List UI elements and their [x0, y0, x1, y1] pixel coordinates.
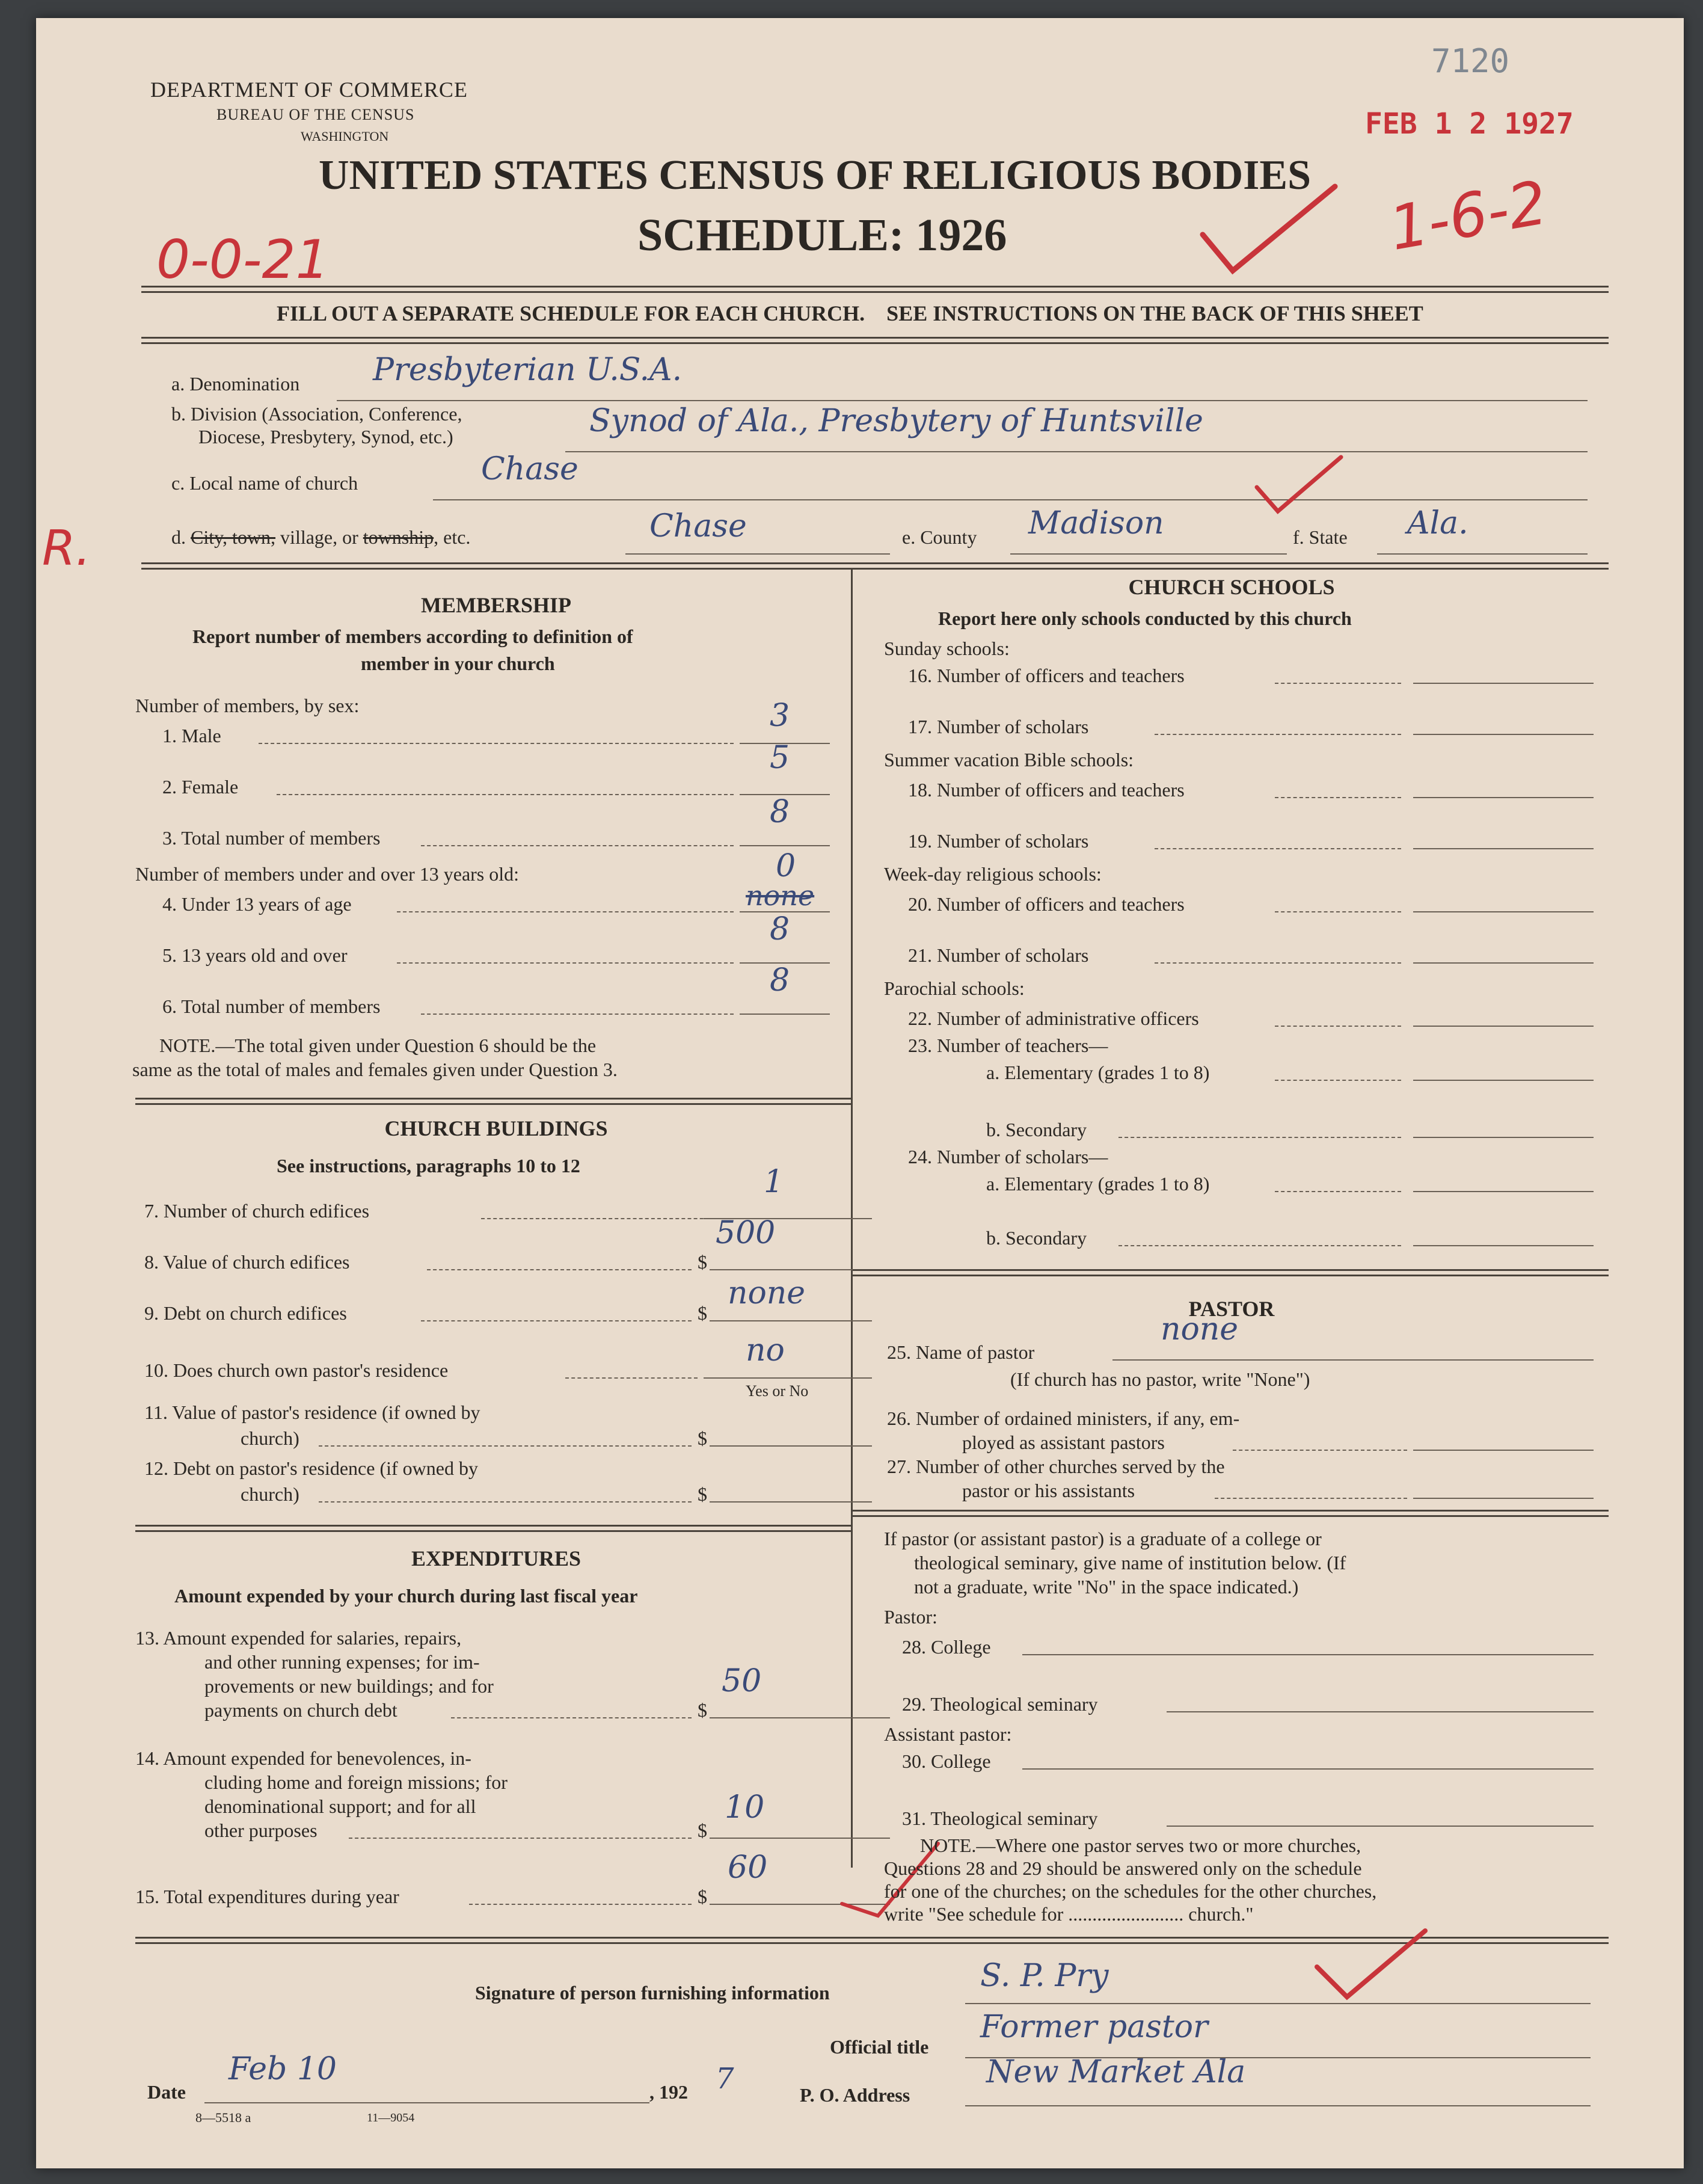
- q8-label: 8. Value of church edifices: [144, 1251, 350, 1273]
- membership-intro-1: Report number of members according to definition of: [192, 626, 633, 647]
- official-title-value[interactable]: Former pastor: [980, 2009, 1208, 2045]
- q25-note: (If church has no pastor, write "None"): [1010, 1368, 1310, 1390]
- q20-label: 20. Number of officers and teachers: [908, 893, 1185, 915]
- year-value[interactable]: 7: [716, 2062, 734, 2096]
- red-code-right: 1-6-2: [1384, 167, 1553, 264]
- identity-rule: [141, 562, 1609, 570]
- q27-field[interactable]: [1413, 1498, 1594, 1499]
- membership-note-2: same as the total of males and females given under Question 3.: [132, 1059, 618, 1080]
- q1-label: 1. Male: [162, 725, 221, 746]
- q5-over-13-value[interactable]: 8: [770, 911, 790, 947]
- q19-field[interactable]: [1413, 848, 1594, 849]
- q11-label-2: church): [241, 1427, 299, 1449]
- buildings-rule: [135, 1525, 851, 1532]
- form-subtitle: SCHEDULE: 1926: [637, 210, 1007, 260]
- signature-label: Signature of person furnishing information: [475, 1982, 830, 2004]
- local-name-line: [433, 499, 1588, 500]
- q6-label: 6. Total number of members: [162, 995, 381, 1017]
- q26-label: 26. Number of ordained ministers, if any, em-: [887, 1407, 1240, 1429]
- locality-line: [625, 553, 890, 555]
- q31-label: 31. Theological seminary: [902, 1807, 1098, 1829]
- locality-label: d. City, town, village, or township, etc.: [171, 526, 471, 548]
- official-title-label: Official title: [830, 2036, 929, 2058]
- header-rule: [141, 286, 1609, 293]
- county-label: e. County: [902, 526, 977, 548]
- q31-field[interactable]: [1167, 1826, 1594, 1827]
- expenditures-heading: EXPENDITURES: [411, 1546, 581, 1570]
- yes-or-no-hint: Yes or No: [746, 1382, 809, 1400]
- city-heading: WASHINGTON: [301, 129, 389, 144]
- q1-male-value[interactable]: 3: [770, 698, 790, 734]
- graduate-intro-1: If pastor (or assistant pastor) is a graduate of a college or: [884, 1528, 1322, 1549]
- q12-label-2: church): [241, 1483, 299, 1505]
- serial-number: 7120: [1431, 42, 1510, 80]
- form-title: UNITED STATES CENSUS OF RELIGIOUS BODIES: [319, 152, 1312, 198]
- q28-field[interactable]: [1022, 1654, 1594, 1655]
- q16-field[interactable]: [1413, 683, 1594, 684]
- q13-label: 13. Amount expended for salaries, repairs,: [135, 1627, 462, 1649]
- schools-rule: [853, 1269, 1609, 1276]
- pastor-heading: PASTOR: [1188, 1297, 1275, 1321]
- q30-field[interactable]: [1022, 1768, 1594, 1770]
- division-value[interactable]: Synod of Ala., Presbytery of Huntsville: [589, 403, 1203, 439]
- q3-total-value[interactable]: 8: [770, 794, 790, 830]
- parochial-schools-label: Parochial schools:: [884, 977, 1025, 999]
- q23b-field[interactable]: [1413, 1137, 1594, 1138]
- q18-field[interactable]: [1413, 797, 1594, 798]
- instruction-rule: [141, 337, 1609, 344]
- q11-value-field[interactable]: [710, 1445, 872, 1447]
- county-line: [1010, 553, 1287, 555]
- q15-label: 15. Total expenditures during year: [135, 1886, 399, 1907]
- q17-field[interactable]: [1413, 734, 1594, 735]
- q4-under-13-value[interactable]: 0: [776, 848, 796, 884]
- instruction-line: FILL OUT A SEPARATE SCHEDULE FOR EACH CHURCH. SEE INSTRUCTIONS ON THE BACK OF THIS SHEET: [277, 301, 1423, 325]
- q24b-label: b. Secondary: [986, 1227, 1087, 1249]
- q15-total-value[interactable]: 60: [728, 1850, 768, 1886]
- pastor-note-3: for one of the churches; on the schedules for the other churches,: [884, 1880, 1377, 1902]
- pastor-note-1: NOTE.—Where one pastor serves two or more churches,: [920, 1835, 1361, 1856]
- q4-label: 4. Under 13 years of age: [162, 893, 352, 915]
- q13-running-expenses-value[interactable]: 50: [722, 1663, 762, 1699]
- q30-label: 30. College: [902, 1750, 991, 1772]
- q2-label: 2. Female: [162, 776, 239, 798]
- division-label-2: Diocese, Presbytery, Synod, etc.): [198, 426, 453, 448]
- form-number: 8—5518 a: [195, 2110, 251, 2125]
- denomination-line: [337, 400, 1588, 401]
- received-date-stamp: FEB 1 2 1927: [1365, 107, 1574, 141]
- q14-benevolences-value[interactable]: 10: [725, 1789, 765, 1826]
- q24a-field[interactable]: [1413, 1191, 1594, 1192]
- bureau-heading: BUREAU OF THE CENSUS: [216, 106, 415, 123]
- q28-label: 28. College: [902, 1636, 991, 1658]
- buildings-heading: CHURCH BUILDINGS: [384, 1116, 608, 1140]
- q23-label: 23. Number of teachers—: [908, 1035, 1108, 1056]
- year-label: , 192: [649, 2081, 688, 2103]
- pastor-rule: [853, 1510, 1609, 1517]
- q23b-label: b. Secondary: [986, 1119, 1087, 1140]
- q9-debt-value[interactable]: none: [728, 1275, 806, 1311]
- red-check-mark-icon: [1197, 180, 1341, 283]
- q29-label: 29. Theological seminary: [902, 1693, 1098, 1715]
- membership-intro-2: member in your church: [361, 653, 555, 674]
- expenditures-subheading: Amount expended by your church during last fiscal year: [174, 1585, 638, 1607]
- buildings-subheading: See instructions, paragraphs 10 to 12: [277, 1155, 580, 1177]
- q22-label: 22. Number of administrative officers: [908, 1007, 1199, 1029]
- weekday-schools-label: Week-day religious schools:: [884, 863, 1102, 885]
- q8-value-of-edifices[interactable]: 500: [716, 1215, 776, 1251]
- red-code-left: 0-0-21: [156, 229, 330, 291]
- membership-note-1: NOTE.—The total given under Question 6 should be the: [159, 1035, 597, 1056]
- state-value[interactable]: Ala.: [1407, 505, 1468, 541]
- sunday-schools-label: Sunday schools:: [884, 638, 1010, 659]
- q7-label: 7. Number of church edifices: [144, 1200, 370, 1222]
- q23a-field[interactable]: [1413, 1080, 1594, 1081]
- q17-label: 17. Number of scholars: [908, 716, 1089, 737]
- denomination-label: a. Denomination: [171, 373, 300, 395]
- q24a-label: a. Elementary (grades 1 to 8): [986, 1173, 1210, 1195]
- q20-field[interactable]: [1413, 911, 1594, 912]
- schools-subheading: Report here only schools conducted by this church: [938, 608, 1352, 629]
- q10-residence-value[interactable]: no: [746, 1332, 785, 1368]
- q4-struck-value: none: [746, 879, 815, 912]
- date-value[interactable]: Feb 10: [229, 2051, 337, 2087]
- q21-label: 21. Number of scholars: [908, 944, 1089, 966]
- division-line: [565, 451, 1588, 452]
- pastor-note-4: write "See schedule for ........................ church.": [884, 1903, 1254, 1925]
- graduate-intro-3: not a graduate, write "No" in the space indicated.): [914, 1576, 1299, 1598]
- schools-heading: CHURCH SCHOOLS: [1128, 575, 1335, 599]
- q24-label: 24. Number of scholars—: [908, 1146, 1108, 1167]
- q12-label: 12. Debt on pastor's residence (if owned by: [144, 1457, 478, 1479]
- locality-value[interactable]: Chase: [649, 508, 747, 544]
- members-by-sex-label: Number of members, by sex:: [135, 695, 360, 716]
- department-heading: DEPARTMENT OF COMMERCE: [150, 78, 468, 102]
- q25-pastor-name-value[interactable]: none: [1161, 1311, 1239, 1347]
- denomination-value[interactable]: Presbyterian U.S.A.: [373, 352, 683, 388]
- local-name-value[interactable]: Chase: [481, 451, 578, 487]
- membership-heading: MEMBERSHIP: [420, 593, 571, 617]
- pastor-note-2: Questions 28 and 29 should be answered only on the schedule: [884, 1857, 1362, 1879]
- county-value[interactable]: Madison: [1028, 505, 1164, 541]
- red-tick-icon: [1251, 451, 1347, 517]
- pastor-education-label: Pastor:: [884, 1606, 937, 1628]
- date-label: Date: [147, 2081, 186, 2103]
- q23a-label: a. Elementary (grades 1 to 8): [986, 1062, 1210, 1083]
- summer-schools-label: Summer vacation Bible schools:: [884, 749, 1134, 771]
- q26-field[interactable]: [1413, 1450, 1594, 1451]
- red-check-mark-icon: [1311, 1925, 1431, 2009]
- q27-label: 27. Number of other churches served by the: [887, 1456, 1225, 1477]
- q22-field[interactable]: [1413, 1026, 1594, 1027]
- graduate-intro-2: theological seminary, give name of institution below. (If: [914, 1552, 1346, 1573]
- q14-label: 14. Amount expended for benevolences, in-: [135, 1747, 471, 1769]
- q5-label: 5. 13 years old and over: [162, 944, 348, 966]
- q3-label: 3. Total number of members: [162, 827, 381, 849]
- po-address-label: P. O. Address: [800, 2084, 910, 2106]
- q21-field[interactable]: [1413, 962, 1594, 964]
- q2-female-value[interactable]: 5: [770, 740, 790, 776]
- state-line: [1377, 553, 1588, 555]
- q25-label: 25. Name of pastor: [887, 1341, 1035, 1363]
- assistant-education-label: Assistant pastor:: [884, 1723, 1012, 1745]
- print-number: 11—9054: [367, 2111, 415, 2124]
- q9-label: 9. Debt on church edifices: [144, 1302, 347, 1324]
- q6-total-value[interactable]: 8: [770, 962, 790, 998]
- q29-field[interactable]: [1167, 1711, 1594, 1712]
- q10-label: 10. Does church own pastor's residence: [144, 1359, 449, 1381]
- signature-value[interactable]: S. P. Pry: [980, 1958, 1109, 1994]
- q24b-field[interactable]: [1413, 1245, 1594, 1246]
- age-heading: Number of members under and over 13 years old:: [135, 863, 520, 885]
- state-label: f. State: [1293, 526, 1348, 548]
- census-schedule-page: DEPARTMENT OF COMMERCE BUREAU OF THE CENSUS WASHINGTON 7120 FEB 1 2 1927 UNITED STATES CENSUS OF RELIGIOUS BODIES SCHEDULE: 1926 0-0-21 1-6-2 R. FILL OUT A SEPARATE SCHEDULE FOR EACH CHURCH. SEE INSTRUCTIONS ON THE BACK OF THIS SHEET a. Denomination Presbyterian U.S.A. b. Division (Association, Conference, Diocese, Presbytery, Synod, etc.) Synod of Ala., Presbytery of Huntsville c. Local name of church Chase d. City, town, village, or township, etc. Chase e. County Madison f. State Ala. MEMBERSHIP Report number of members according to definition of member in your church Number of members, by sex: 1. Male 3 2. Female 5 3. Total number of members 8 Number of members under and over 13 years old: 4. Under 13 years of age 0 none 5. 13 years old and over 8 6. Total number of members 8 NOTE.—The total given under Question 6 should be the same as the total of males and females given under Question 3. CHURCH BUILDINGS See instructions, paragraphs 10 to 12 7. Number of church edifices 1 8. Value of church edifices $ 500 9. Debt on church edifices $ none 10. Does church own pastor's residence no Yes or No 11. Value of pastor's residence (if owned by church) $ 12. Debt on pastor's residence (if owned by church) $ EXPENDITURES Amount expended by your church during last fiscal year 13. Amount expended for salaries, repairs, and other running expenses; for im- provements or new buildings; and for payments on church debt $ 50 14. Amount expended for benevolences, in- cluding home and foreign missions; for denominational support; and for all other purposes $ 10 15. Total expenditures during year $ 60 CHURCH SCHOOLS Report here only schools conducted by this church Sunday schools: 16. Number of officers and teachers 17. Number of scholars Summer vacation Bible schools: 18. Number of officers and teachers 19. Number of scholars Week-day religious schools: 20. Number of officers and teachers 21. Number of scholars Parochial schools: 22. Number of administrative officers 23. Number of teachers— a. Elementary (grades 1 to 8) b. Secondary 24. Number of scholars— a. Elementary (grades 1 to 8) b. Secondary PASTOR 25. Name of pastor none (If church has no pastor, write "None") 26. Number of ordained ministers, if any, em- ployed as assistant pastors 27. Number of other churches served by the pastor or his assistants If pastor (or assistant pastor) is a graduate of a college or theological seminary, give name of institution below. (If not a graduate, write "No" in the space indicated.) Pastor: 28. College 29. Theological seminary Assistant pastor: 30. College 31. Theological seminary NOTE.—Where one pastor serves two or more churches, Questions 28 and 29 should be answered only on the schedule for one of the churches; on the schedules for the other churches, write "See schedule for ........................ church." Signature of person furnishing information S. P. Pry Official title Former pastor Date Feb 10 , 192 7 P. O. Address New Market Ala 8—5518 a 11—9054: [36, 18, 1684, 2168]
- margin-mark: R.: [42, 520, 91, 576]
- q7-edifices-value[interactable]: 1: [764, 1164, 784, 1200]
- q12-value-field[interactable]: [710, 1501, 872, 1503]
- q19-label: 19. Number of scholars: [908, 830, 1089, 852]
- local-name-label: c. Local name of church: [171, 472, 358, 494]
- membership-rule: [135, 1098, 851, 1105]
- po-address-value[interactable]: New Market Ala: [986, 2054, 1246, 2090]
- q18-label: 18. Number of officers and teachers: [908, 779, 1185, 801]
- division-label: b. Division (Association, Conference,: [171, 403, 462, 425]
- q11-label: 11. Value of pastor's residence (if owned by: [144, 1401, 480, 1423]
- q16-label: 16. Number of officers and teachers: [908, 665, 1185, 686]
